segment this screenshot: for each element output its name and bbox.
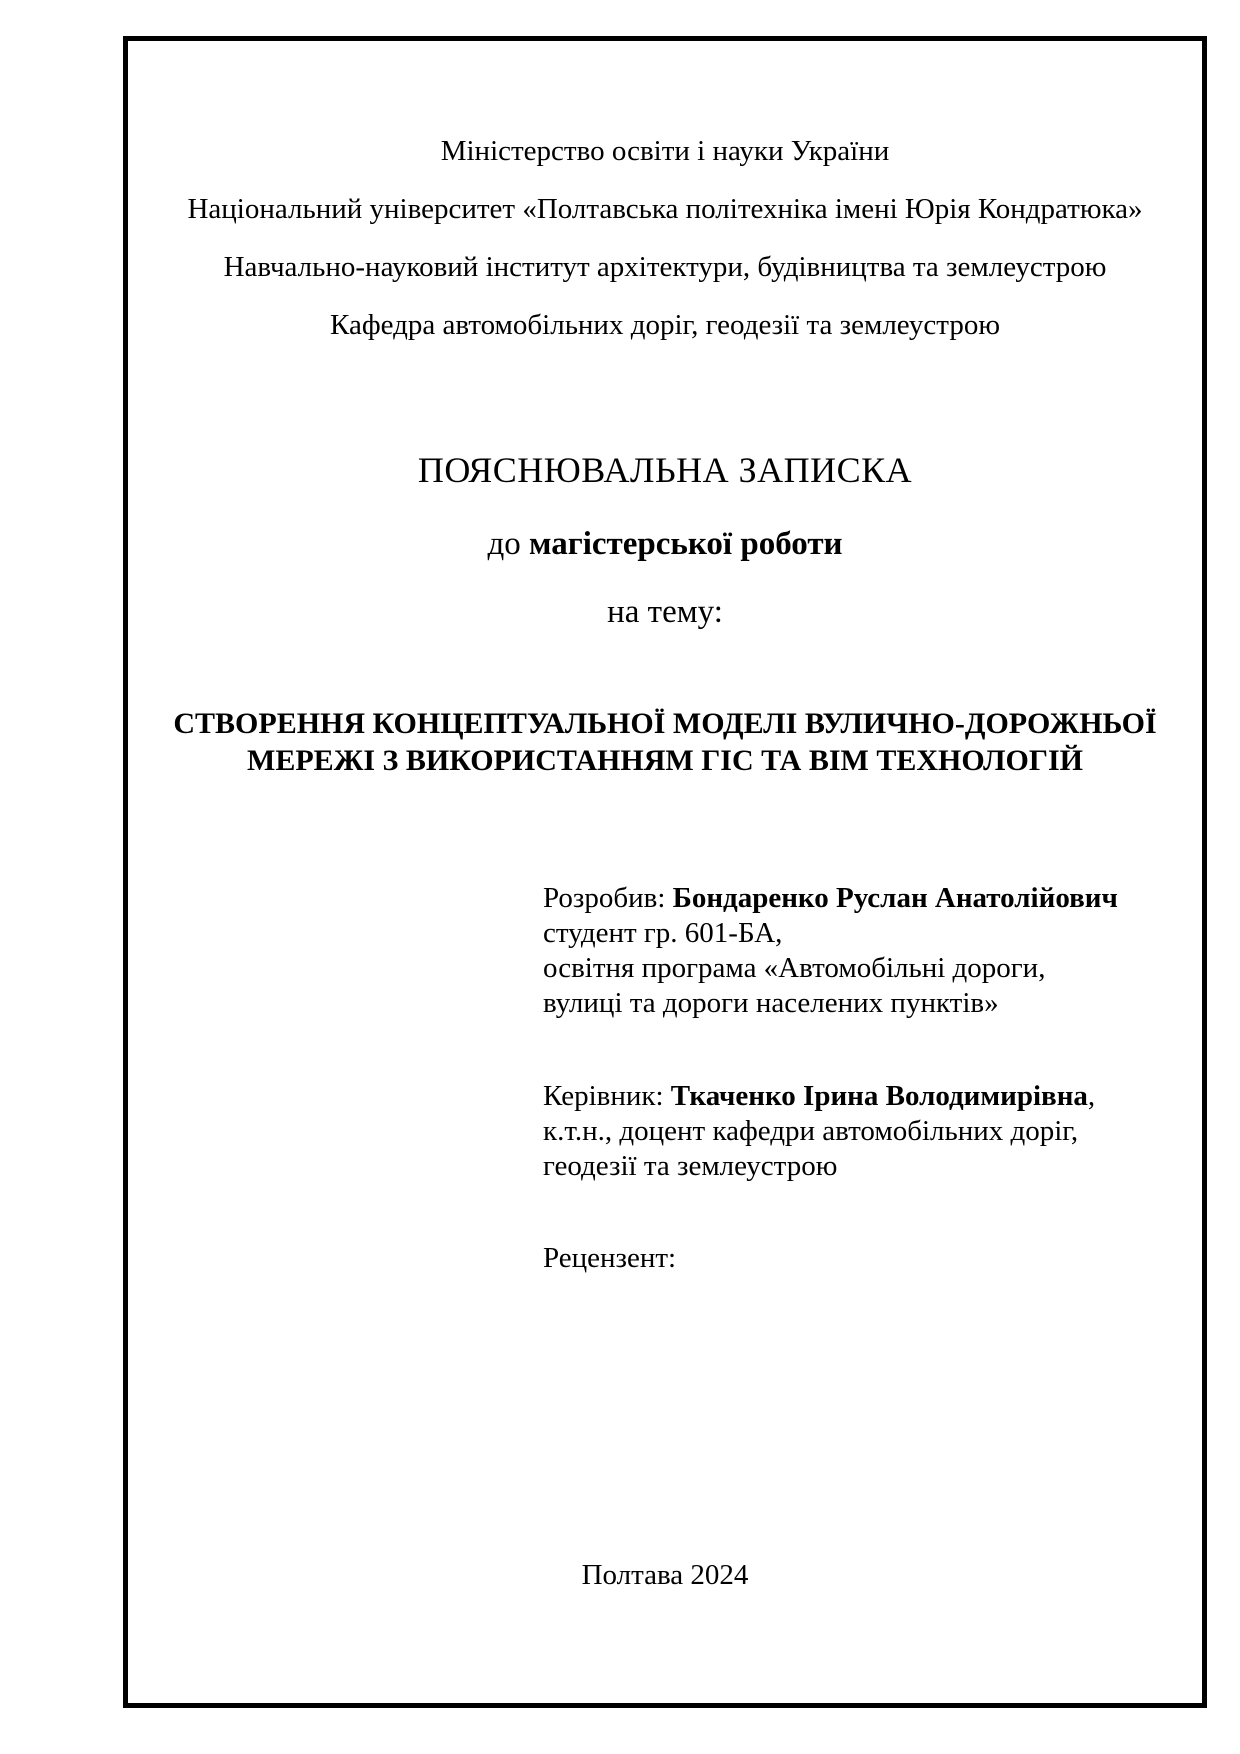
header-line-ministry: Міністерство освіти і науки України [440,135,890,167]
supervisor-name-suffix: , [1087,1080,1096,1112]
thesis-title-line-1: СТВОРЕННЯ КОНЦЕПТУАЛЬНОЇ МОДЕЛІ ВУЛИЧНО-ДОРОЖНЬОЇ [173,707,1157,740]
header-line-department: Кафедра автомобільних доріг, геодезії та землеустрою [329,309,1001,341]
reviewer-label: Рецензент: [543,1242,677,1274]
topic-label: на тему: [607,594,723,630]
doc-subtitle-prefix: до [487,526,529,562]
doc-type-title: ПОЯСНЮВАЛЬНА ЗАПИСКА [417,450,913,490]
developer-line-2: студент гр. 601-БА, [543,917,783,949]
doc-subtitle [128,526,1202,562]
supervisor-label: Керівник: [543,1080,671,1112]
developer-line-1 [543,881,1182,916]
header-line-university: Національний університет «Полтавська політехніка імені Юрія Кондратюка» [187,193,1143,225]
header-line-institute: Навчально-науковий інститут архітектури, будівництва та землеустрою [223,251,1107,283]
supervisor-line-3: геодезії та землеустрою [543,1150,838,1182]
developer-label: Розробив: [543,882,673,914]
page-border [123,36,1207,1708]
footer-city-year: Полтава 2024 [581,1559,749,1591]
supervisor-name: Ткаченко Ірина Володимирівна [670,1080,1088,1112]
thesis-title-line-2: МЕРЕЖІ З ВИКОРИСТАННЯМ ГІС ТА ВІМ ТЕХНОЛОГІЙ [247,744,1083,777]
developer-line-4: вулиці та дороги населених пунктів» [543,987,999,1019]
thesis-title [128,705,1202,779]
supervisor-line-2: к.т.н., доцент кафедри автомобільних доріг, [543,1115,1079,1147]
supervisor-block [543,1079,1182,1184]
doc-subtitle-bold: магістерської роботи [528,526,843,562]
supervisor-line-1 [543,1079,1182,1114]
developer-block [543,881,1182,1021]
developer-line-3: освітня програма «Автомобільні дороги, [543,952,1046,984]
developer-name: Бондаренко Руслан Анатолійович [672,882,1118,914]
